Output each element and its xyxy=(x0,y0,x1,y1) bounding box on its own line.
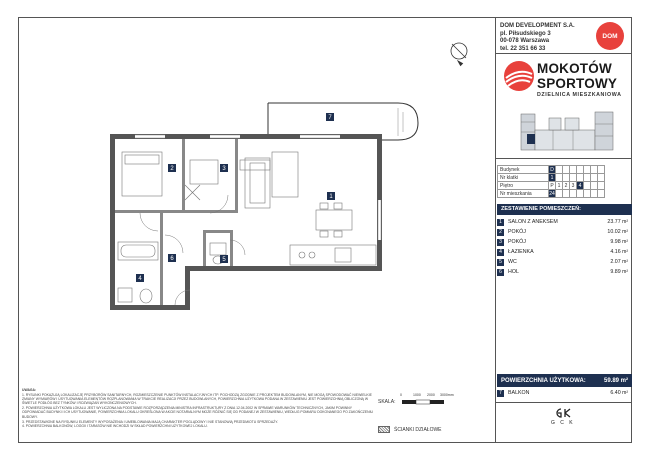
unit-info-cell: 2 xyxy=(563,182,570,190)
plan-room-label: 1 xyxy=(329,194,333,200)
room-name: HOL xyxy=(508,269,519,275)
room-unit: m² xyxy=(622,269,628,275)
room-name: WC xyxy=(508,259,517,265)
developer-phone: tel. 22 351 66 33 xyxy=(500,45,546,52)
room-unit: m² xyxy=(622,249,628,255)
room-number: 2 xyxy=(497,229,504,236)
developer-city: 00-078 Warszawa xyxy=(500,38,550,44)
total-area-label: POWIERZCHNIA UŻYTKOWA: xyxy=(501,377,586,384)
room-number: 1 xyxy=(497,219,504,226)
unit-info-cell: 1 xyxy=(549,174,556,182)
room-area: 2.07 xyxy=(610,259,621,265)
legend-walls-label: ŚCIANKI DZIAŁOWE xyxy=(394,426,442,433)
scale-tick: 1000 xyxy=(413,393,421,397)
unit-info-cell: D xyxy=(550,166,554,173)
rooms-title: ZESTAWIENIE POMIESZCZEŃ: xyxy=(497,204,632,215)
plan-room-label: 5 xyxy=(222,257,226,263)
plan-room-label: 3 xyxy=(222,166,226,172)
room-number: 4 xyxy=(497,249,504,256)
balcony-number: 7 xyxy=(497,390,504,397)
dom-logo-text: DOM xyxy=(602,32,618,40)
developer-street: pl. Piłsudskiego 3 xyxy=(500,30,551,37)
gck-text: G C K xyxy=(551,420,575,426)
project-name-line1: MOKOTÓW xyxy=(537,61,612,76)
developer-name: DOM DEVELOPMENT S.A. xyxy=(500,23,575,29)
balcony-name: BALKON xyxy=(508,390,530,396)
project-subtitle: DZIELNICA MIESZKANIOWA xyxy=(537,92,622,98)
scale-tick: 2000 xyxy=(427,393,435,397)
plan-room-label: 2 xyxy=(170,166,174,172)
room-number: 3 xyxy=(497,239,504,246)
room-number: 5 xyxy=(497,259,504,266)
room-name: ŁAZIENKA xyxy=(508,249,534,255)
scale-tick: 0 xyxy=(400,393,402,397)
scale-tick: 3000mm xyxy=(440,393,454,397)
room-area: 9.89 xyxy=(610,269,621,275)
unit-info-cell: 3 xyxy=(570,182,577,190)
scale-label: SKALA: xyxy=(378,399,396,405)
room-name: POKÓJ xyxy=(508,229,526,235)
unit-info-label: Budynek xyxy=(498,166,549,174)
total-area-value: 59.89 m² xyxy=(603,377,628,384)
room-area: 23.77 xyxy=(607,219,621,225)
room-number: 6 xyxy=(497,269,504,276)
unit-info-cell: 1 xyxy=(556,182,563,190)
note-item: 3. PRZEDSTAWIONE NA RYSUNKU ELEMENTY WYPOSAŻENIA I UMEBLOWANIA MAJĄ CHARAKTER POGLĄDOWY I NIE STANOWIĄ PRZEDMIOTU SPRZEDAŻY. xyxy=(22,419,278,424)
plan-room-label: 7 xyxy=(328,115,332,121)
project-name-line2: SPORTOWY xyxy=(537,76,618,91)
balcony-area: 6.40 xyxy=(610,390,621,396)
note-item: 4. POWIERZCHNIA BALKONÓW, LOGGII I TARASÓW NIE WCHODZI W SKŁAD POWIERZCHNI UŻYTKOWEJ LOKALU. xyxy=(22,424,208,429)
unit-info-cell: 4 xyxy=(577,182,584,190)
room-name: SALON Z ANEKSEM xyxy=(508,219,558,225)
plan-room-label: 6 xyxy=(170,256,174,262)
room-unit: m² xyxy=(622,219,628,225)
room-area: 10.02 xyxy=(607,229,621,235)
unit-info-cell: P xyxy=(550,182,554,189)
room-unit: m² xyxy=(622,259,628,265)
note-item: 2. POWIERZCHNIA UŻYTKOWA LOKALU JEST WYLICZONA NA PODSTAWIE ROZPORZĄDZENIA MINISTRA INFRASTRUKTURY Z DNIA 12.04.2002 W SPRAWIE WARUNKÓW TECHNICZNYCH, JAKIM POWINNY ODPOWIADAĆ BUDYNKI I ICH USYTUOWANIE, POWIERZCHNIA LOKALU OKREŚLONA W AKCIE NOTARIALNYM MOŻE RÓŻNIĆ SIĘ OD PODANEJ W ZESTAWIENIU, WEDŁUG POMIARU DOKONANEGO PO ZAKOŃCZENIU BUDOWY. xyxy=(22,406,373,419)
room-unit: m² xyxy=(622,239,628,245)
unit-info-label: Nr klatki xyxy=(498,174,549,182)
room-unit: m² xyxy=(622,229,628,235)
note-item: 1. RYSUNKI POKAZUJĄ LOKALIZACJĘ PRZYBORÓW SANITARNYCH, ROZMIESZCZENIE PUNKTÓW INSTALACYJNYCH ITP. POCHODZĄ ZGODNIE Z PROJEKTEM BUDOWLANYM, NIE MOGĄ SPOWODOWAĆ NIEWIELKIE ZMIANY WYMIARÓW I USYTUOWANIA ELEMENTÓW ROZPLANOWANIA W TRAKCIE REALIZACJI PRZEZ BUDOWLANYCH, POWIERZCHNIA UŻYTKOWA PODANA W ZESTAWIENIU JEST POWIERZCHNIĄ OBLICZONĄ W ŚWIETLE PODŁÓG BEZ TYNKÓW I ROZWIĄZAŃ WYKOŃCZENIOWYCH. xyxy=(22,392,372,406)
room-area: 9.98 xyxy=(610,239,621,245)
plan-room-label: 4 xyxy=(138,276,142,282)
room-area: 4.16 xyxy=(610,249,621,255)
unit-info-cell: 24 xyxy=(549,190,555,197)
unit-info-label: Piętro xyxy=(498,182,549,190)
room-name: POKÓJ xyxy=(508,239,526,245)
balcony-unit: m² xyxy=(622,390,628,396)
unit-info-label: Nr mieszkania xyxy=(498,190,549,198)
notes-title: UWAGA: xyxy=(22,388,37,392)
